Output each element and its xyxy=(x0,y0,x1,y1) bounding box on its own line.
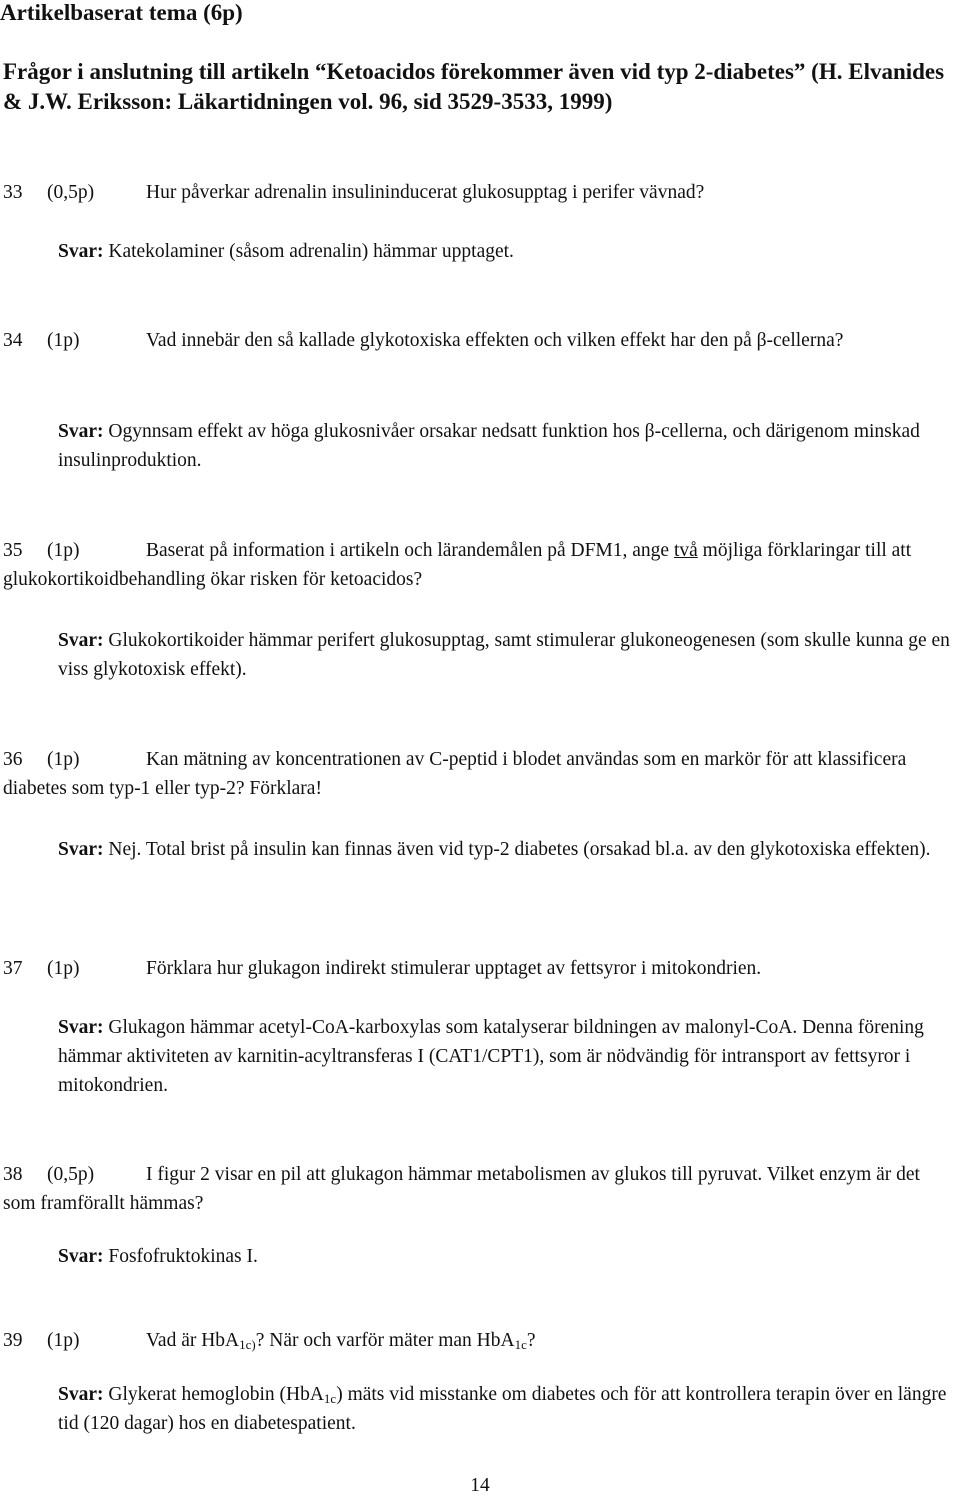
subscript: 1c xyxy=(514,1337,527,1352)
answer-text: Katekolaminer (såsom adrenalin) hämmar upptaget. xyxy=(108,241,514,262)
question-number: 38 xyxy=(3,1164,23,1185)
question-points: (1p) xyxy=(47,540,80,561)
answer-text: Glukokortikoider hämmar perifert glukosupptag, samt stimulerar glukoneogenesen (som skulle kunna ge en viss glykotoxisk effekt). xyxy=(58,630,950,680)
answer-35 xyxy=(58,626,953,684)
section-title: Artikelbaserat tema (6p) xyxy=(0,0,243,25)
question-text-part: ? När och varför mäter man HbA xyxy=(255,1330,515,1351)
question-38 xyxy=(3,1160,953,1218)
question-text-part: ? xyxy=(526,1330,536,1351)
answer-label: Svar: xyxy=(58,839,104,860)
underlined-word: två xyxy=(673,540,698,561)
question-text-part: möjliga förklaringar till att glukokortikoidbehandling ökar risken för ketoacidos? xyxy=(3,540,912,590)
answer-34 xyxy=(58,417,953,475)
answer-38 xyxy=(58,1242,953,1271)
answer-text-part: Glykerat hemoglobin (HbA xyxy=(108,1384,324,1405)
question-number: 36 xyxy=(3,749,23,770)
question-34 xyxy=(3,326,953,355)
question-number: 37 xyxy=(3,958,23,979)
question-39 xyxy=(3,1326,953,1355)
question-37 xyxy=(3,954,953,983)
question-35 xyxy=(3,536,953,594)
subscript: 1c xyxy=(323,1391,337,1406)
question-36 xyxy=(3,745,953,803)
question-text-part: Vad är HbA xyxy=(146,1330,240,1351)
question-points: (1p) xyxy=(47,330,80,351)
question-number: 35 xyxy=(3,540,23,561)
question-points: (0,5p) xyxy=(47,182,95,203)
answer-label: Svar: xyxy=(58,421,104,442)
subscript: 1c) xyxy=(239,1337,256,1352)
question-points: (1p) xyxy=(47,958,80,979)
answer-text: Fosfofruktokinas I. xyxy=(108,1246,258,1267)
page-number: 14 xyxy=(470,1475,490,1496)
question-points: (1p) xyxy=(47,749,80,770)
answer-text: Nej. Total brist på insulin kan finnas även vid typ-2 diabetes (orsakad bl.a. av den glykotoxiska effekten). xyxy=(108,839,931,860)
question-text: Vad innebär den så kallade glykotoxiska effekten och vilken effekt har den på β-cellerna? xyxy=(146,330,844,351)
question-text: Kan mätning av koncentrationen av C-peptid i blodet användas som en markör för att klassificera diabetes som typ-1 eller typ-2? Förklara! xyxy=(3,749,907,799)
question-text xyxy=(3,1326,953,1355)
question-text: Förklara hur glukagon indirekt stimulerar upptaget av fettsyror i mitokondrien. xyxy=(146,958,762,979)
answer-text: Glukagon hämmar acetyl-CoA-karboxylas som katalyserar bildningen av malonyl-CoA. Denna förening hämmar aktiviteten av karnitin-acyltransferas I (CAT1/CPT1), som är nödvändig för intransport av fettsyror i mitokondrien. xyxy=(58,1017,924,1096)
answer-text: Ogynnsam effekt av höga glukosnivåer orsakar nedsatt funktion hos β-cellerna, och därigenom minskad insulinproduktion. xyxy=(58,421,920,471)
question-text: I figur 2 visar en pil att glukagon hämmar metabolismen av glukos till pyruvat. Vilket enzym är det som framförallt hämmas? xyxy=(3,1164,920,1214)
question-number: 34 xyxy=(3,330,23,351)
answer-33 xyxy=(58,237,953,266)
answer-label: Svar: xyxy=(58,1246,104,1267)
answer-label: Svar: xyxy=(58,241,104,262)
answer-39 xyxy=(58,1380,953,1438)
answer-label: Svar: xyxy=(58,1384,104,1405)
question-points: (0,5p) xyxy=(47,1164,95,1185)
question-text: Hur påverkar adrenalin insulininducerat glukosupptag i perifer vävnad? xyxy=(146,182,705,203)
question-text-part: Baserat på information i artikeln och lärandemålen på DFM1, ange xyxy=(146,540,670,561)
question-number: 33 xyxy=(3,182,23,203)
answer-label: Svar: xyxy=(58,630,104,651)
question-points: (1p) xyxy=(47,1330,80,1351)
question-number: 39 xyxy=(3,1330,23,1351)
question-33 xyxy=(3,178,953,207)
answer-36 xyxy=(58,835,953,864)
answer-37 xyxy=(58,1013,953,1100)
article-reference-heading: Frågor i anslutning till artikeln “Ketoacidos förekommer även vid typ 2-diabetes” (H. Elvanides & J.W. Eriksson: Läkartidningen vol. 96, sid 3529-3533, 1999) xyxy=(3,59,945,114)
answer-text-part: ) mäts vid misstanke om diabetes och för att kontrollera terapin över en längre tid (120 dagar) hos en diabetespatient. xyxy=(58,1384,947,1434)
question-text xyxy=(3,536,953,594)
answer-label: Svar: xyxy=(58,1017,104,1038)
